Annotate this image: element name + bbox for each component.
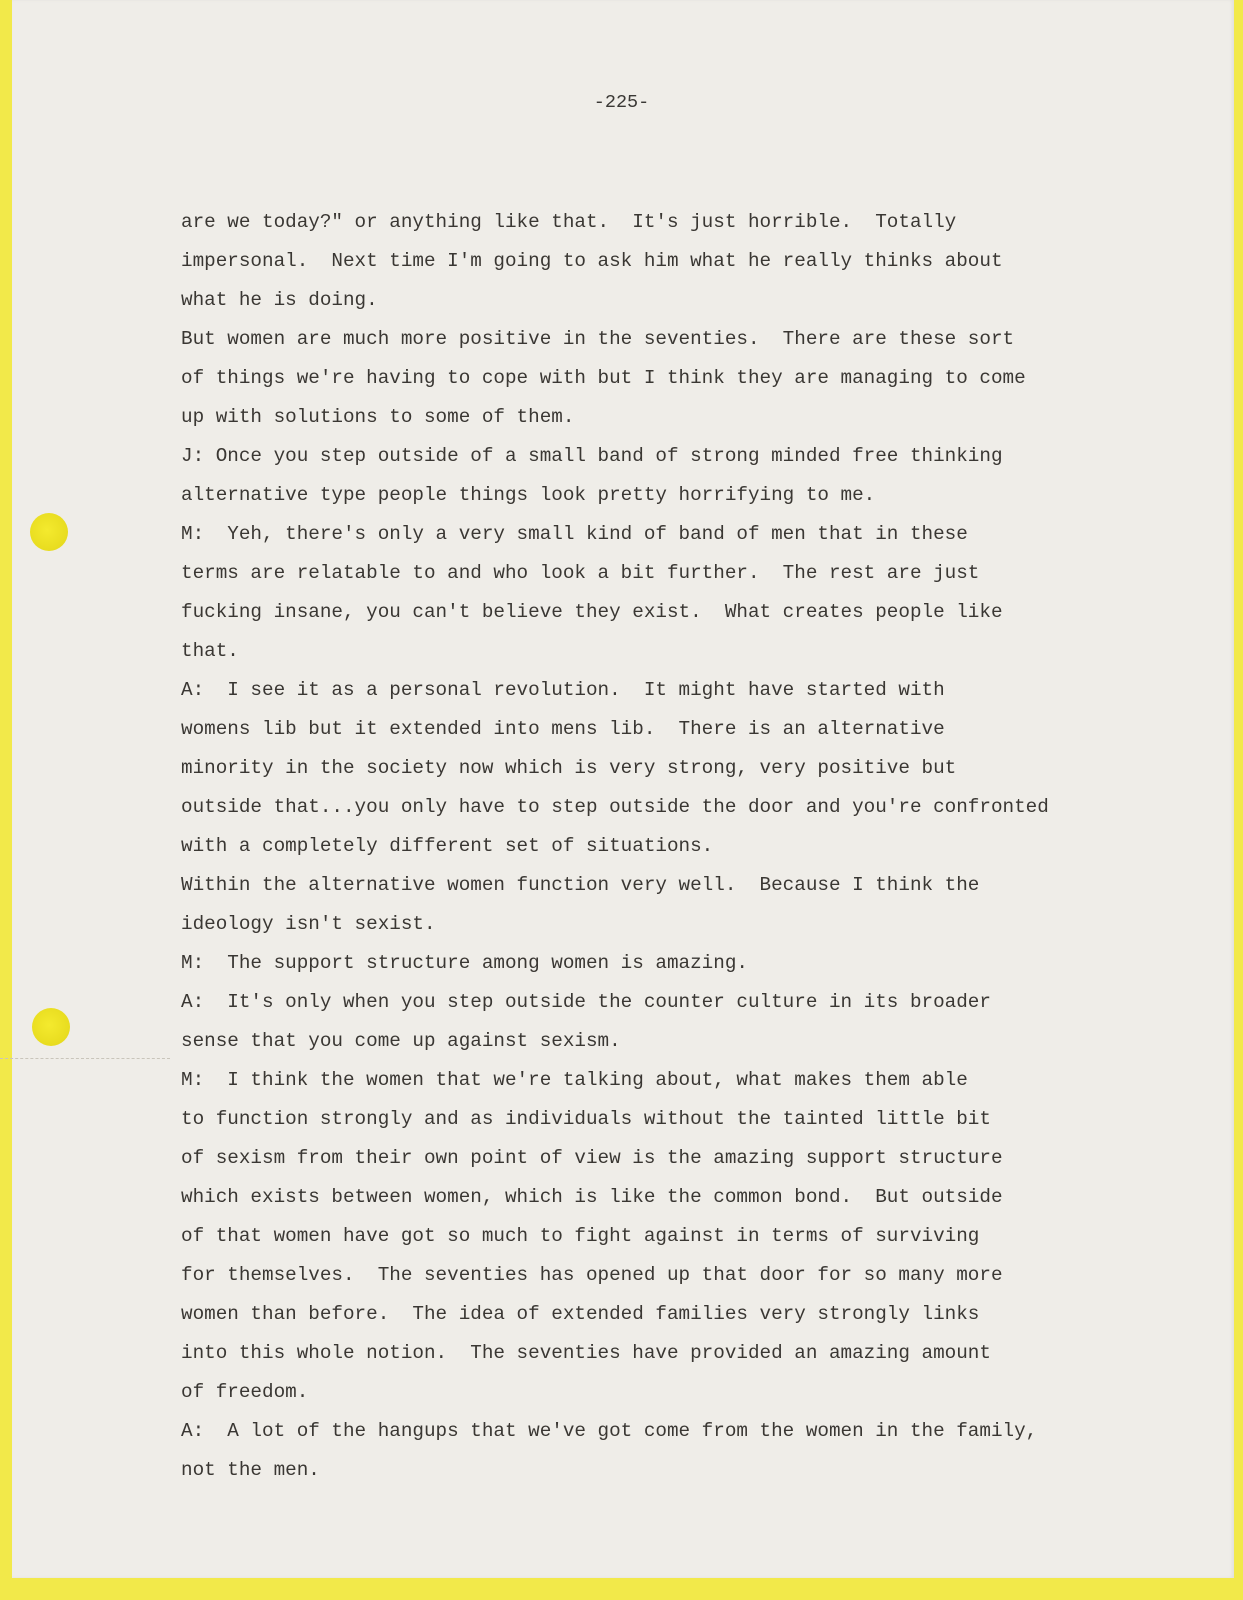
transcript-line: A: I see it as a personal revolution. It might have started with [181,679,945,701]
transcript-line: M: I think the women that we're talking about, what makes them able [181,1069,968,1091]
binder-hole-bottom [32,1008,70,1046]
transcript-line: women than before. The idea of extended families very strongly links [181,1303,980,1325]
binder-hole-top [30,513,68,551]
transcript-line: Within the alternative women function very well. Because I think the [181,874,980,896]
transcript-line: sense that you come up against sexism. [181,1030,621,1052]
transcript-line: not the men. [181,1459,320,1481]
transcript-line: alternative type people things look pretty horrifying to me. [181,484,876,506]
transcript-line: fucking insane, you can't believe they exist. What creates people like [181,601,1003,623]
transcript-line: womens lib but it extended into mens lib. There is an alternative [181,718,945,740]
transcript-line: to function strongly and as individuals without the tainted little bit [181,1108,991,1130]
transcript-line: A: It's only when you step outside the counter culture in its broader [181,991,991,1013]
transcript-line: of freedom. [181,1381,309,1403]
transcript-line: of that women have got so much to fight against in terms of surviving [181,1225,980,1247]
transcript-line: are we today?" or anything like that. It's just horrible. Totally [181,211,957,233]
transcript-line: for themselves. The seventies has opened up that door for so many more [181,1264,1003,1286]
transcript-line: minority in the society now which is very strong, very positive but [181,757,957,779]
transcript-line: of sexism from their own point of view is the amazing support structure [181,1147,1003,1169]
transcript-line: terms are relatable to and who look a bit further. The rest are just [181,562,980,584]
transcript-line: that. [181,640,239,662]
transcript-line: M: Yeh, there's only a very small kind of band of men that in these [181,523,968,545]
transcript-line: with a completely different set of situations. [181,835,714,857]
transcript-line: outside that...you only have to step outside the door and you're confronted [181,796,1049,818]
transcript-line: ideology isn't sexist. [181,913,436,935]
transcript-line: up with solutions to some of them. [181,406,575,428]
transcript-line: J: Once you step outside of a small band of strong minded free thinking [181,445,1003,467]
transcript-line: M: The support structure among women is amazing. [181,952,748,974]
transcript-body [181,203,1181,1490]
transcript-line: But women are much more positive in the seventies. There are these sort [181,328,1015,350]
transcript-line: which exists between women, which is like the common bond. But outside [181,1186,1003,1208]
page-number: -225- [593,92,650,113]
fold-line [0,1058,170,1059]
transcript-line: what he is doing. [181,289,378,311]
transcript-line: into this whole notion. The seventies have provided an amazing amount [181,1342,991,1364]
transcript-line: of things we're having to cope with but I think they are managing to come [181,367,1026,389]
transcript-line: A: A lot of the hangups that we've got come from the women in the family, [181,1420,1038,1442]
transcript-line: impersonal. Next time I'm going to ask him what he really thinks about [181,250,1003,272]
